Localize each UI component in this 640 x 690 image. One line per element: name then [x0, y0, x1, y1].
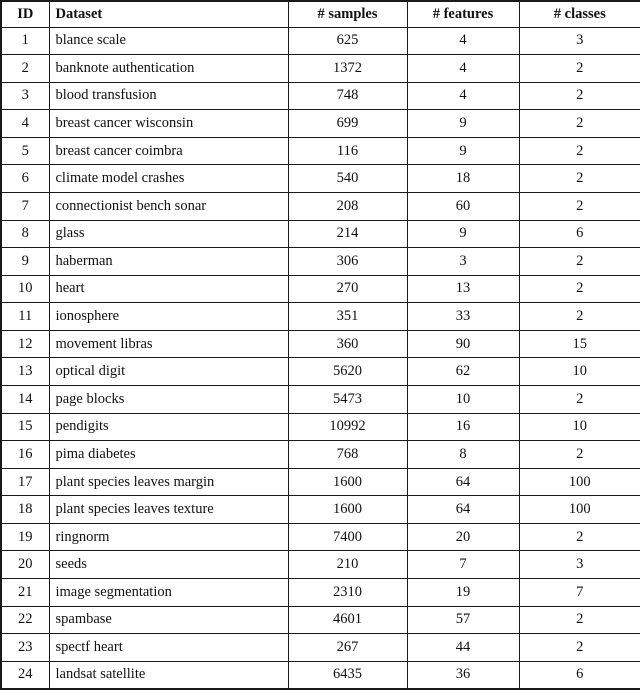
cell-id: 5 — [1, 137, 49, 165]
table-row — [1, 551, 640, 579]
cell-samples: 6435 — [288, 661, 407, 689]
cell-classes: 15 — [519, 330, 640, 358]
cell-classes: 2 — [519, 606, 640, 634]
cell-dataset: connectionist bench sonar — [49, 192, 288, 220]
cell-dataset: climate model crashes — [49, 165, 288, 193]
cell-dataset: pendigits — [49, 413, 288, 441]
cell-dataset: banknote authentication — [49, 55, 288, 83]
cell-id: 1 — [1, 27, 49, 55]
cell-id: 20 — [1, 551, 49, 579]
cell-classes: 2 — [519, 82, 640, 110]
table-row — [1, 220, 640, 248]
cell-features: 7 — [407, 551, 519, 579]
cell-samples: 270 — [288, 275, 407, 303]
cell-dataset: ionosphere — [49, 303, 288, 331]
cell-id: 10 — [1, 275, 49, 303]
cell-features: 60 — [407, 192, 519, 220]
cell-classes: 2 — [519, 55, 640, 83]
cell-classes: 10 — [519, 358, 640, 386]
cell-id: 6 — [1, 165, 49, 193]
cell-classes: 2 — [519, 386, 640, 414]
table-row — [1, 413, 640, 441]
cell-classes: 2 — [519, 275, 640, 303]
table-row — [1, 606, 640, 634]
cell-features: 4 — [407, 55, 519, 83]
cell-samples: 5620 — [288, 358, 407, 386]
cell-features: 20 — [407, 523, 519, 551]
cell-classes: 2 — [519, 523, 640, 551]
cell-samples: 1372 — [288, 55, 407, 83]
cell-id: 8 — [1, 220, 49, 248]
cell-classes: 100 — [519, 496, 640, 524]
cell-features: 64 — [407, 496, 519, 524]
cell-classes: 2 — [519, 441, 640, 469]
cell-samples: 1600 — [288, 468, 407, 496]
cell-dataset: heart — [49, 275, 288, 303]
cell-dataset: ringnorm — [49, 523, 288, 551]
table-row — [1, 358, 640, 386]
cell-id: 17 — [1, 468, 49, 496]
cell-features: 64 — [407, 468, 519, 496]
cell-features: 44 — [407, 634, 519, 662]
table-row — [1, 386, 640, 414]
table-row — [1, 137, 640, 165]
table-body — [1, 27, 640, 689]
table-row — [1, 303, 640, 331]
cell-samples: 699 — [288, 110, 407, 138]
cell-samples: 625 — [288, 27, 407, 55]
cell-samples: 1600 — [288, 496, 407, 524]
cell-id: 22 — [1, 606, 49, 634]
cell-samples: 5473 — [288, 386, 407, 414]
cell-classes: 2 — [519, 303, 640, 331]
table-row — [1, 165, 640, 193]
cell-id: 7 — [1, 192, 49, 220]
cell-features: 9 — [407, 137, 519, 165]
cell-classes: 10 — [519, 413, 640, 441]
header-classes: # classes — [519, 1, 640, 27]
header-features: # features — [407, 1, 519, 27]
cell-samples: 4601 — [288, 606, 407, 634]
cell-classes: 2 — [519, 110, 640, 138]
table-row — [1, 82, 640, 110]
cell-dataset: pima diabetes — [49, 441, 288, 469]
table-row — [1, 468, 640, 496]
cell-dataset: spambase — [49, 606, 288, 634]
cell-samples: 116 — [288, 137, 407, 165]
header-samples: # samples — [288, 1, 407, 27]
cell-samples: 768 — [288, 441, 407, 469]
cell-dataset: optical digit — [49, 358, 288, 386]
header-dataset: Dataset — [49, 1, 288, 27]
cell-samples: 748 — [288, 82, 407, 110]
cell-features: 62 — [407, 358, 519, 386]
cell-dataset: image segmentation — [49, 579, 288, 607]
cell-dataset: blood transfusion — [49, 82, 288, 110]
cell-features: 8 — [407, 441, 519, 469]
cell-features: 16 — [407, 413, 519, 441]
cell-features: 57 — [407, 606, 519, 634]
cell-features: 9 — [407, 110, 519, 138]
cell-features: 4 — [407, 27, 519, 55]
table-row — [1, 330, 640, 358]
cell-classes: 6 — [519, 220, 640, 248]
cell-id: 16 — [1, 441, 49, 469]
cell-classes: 2 — [519, 165, 640, 193]
cell-classes: 3 — [519, 551, 640, 579]
cell-id: 19 — [1, 523, 49, 551]
cell-samples: 2310 — [288, 579, 407, 607]
table-row — [1, 523, 640, 551]
cell-id: 12 — [1, 330, 49, 358]
cell-features: 10 — [407, 386, 519, 414]
table-row — [1, 275, 640, 303]
table-row — [1, 192, 640, 220]
header-id: ID — [1, 1, 49, 27]
cell-id: 14 — [1, 386, 49, 414]
cell-samples: 214 — [288, 220, 407, 248]
cell-classes: 3 — [519, 27, 640, 55]
cell-features: 90 — [407, 330, 519, 358]
cell-samples: 208 — [288, 192, 407, 220]
cell-samples: 540 — [288, 165, 407, 193]
cell-dataset: breast cancer wisconsin — [49, 110, 288, 138]
cell-classes: 6 — [519, 661, 640, 689]
table-row — [1, 634, 640, 662]
table-row — [1, 248, 640, 276]
cell-id: 13 — [1, 358, 49, 386]
cell-id: 24 — [1, 661, 49, 689]
cell-samples: 210 — [288, 551, 407, 579]
cell-samples: 351 — [288, 303, 407, 331]
cell-classes: 2 — [519, 634, 640, 662]
cell-id: 18 — [1, 496, 49, 524]
cell-id: 4 — [1, 110, 49, 138]
table-row — [1, 496, 640, 524]
cell-features: 33 — [407, 303, 519, 331]
cell-samples: 10992 — [288, 413, 407, 441]
cell-features: 13 — [407, 275, 519, 303]
cell-dataset: breast cancer coimbra — [49, 137, 288, 165]
table-row — [1, 579, 640, 607]
cell-id: 3 — [1, 82, 49, 110]
cell-features: 9 — [407, 220, 519, 248]
cell-dataset: plant species leaves margin — [49, 468, 288, 496]
cell-classes: 2 — [519, 248, 640, 276]
cell-dataset: haberman — [49, 248, 288, 276]
table-row — [1, 55, 640, 83]
cell-features: 18 — [407, 165, 519, 193]
cell-samples: 7400 — [288, 523, 407, 551]
cell-id: 11 — [1, 303, 49, 331]
table-row — [1, 661, 640, 689]
cell-dataset: movement libras — [49, 330, 288, 358]
cell-features: 36 — [407, 661, 519, 689]
cell-features: 3 — [407, 248, 519, 276]
cell-id: 21 — [1, 579, 49, 607]
cell-dataset: spectf heart — [49, 634, 288, 662]
cell-samples: 267 — [288, 634, 407, 662]
cell-classes: 2 — [519, 192, 640, 220]
cell-id: 2 — [1, 55, 49, 83]
cell-samples: 306 — [288, 248, 407, 276]
cell-classes: 7 — [519, 579, 640, 607]
cell-id: 23 — [1, 634, 49, 662]
cell-dataset: plant species leaves texture — [49, 496, 288, 524]
cell-id: 15 — [1, 413, 49, 441]
cell-id: 9 — [1, 248, 49, 276]
header-row — [1, 1, 640, 27]
cell-dataset: landsat satellite — [49, 661, 288, 689]
cell-classes: 2 — [519, 137, 640, 165]
table-row — [1, 110, 640, 138]
table-row — [1, 441, 640, 469]
cell-features: 19 — [407, 579, 519, 607]
table-row — [1, 27, 640, 55]
cell-samples: 360 — [288, 330, 407, 358]
cell-dataset: page blocks — [49, 386, 288, 414]
cell-dataset: glass — [49, 220, 288, 248]
cell-dataset: blance scale — [49, 27, 288, 55]
cell-features: 4 — [407, 82, 519, 110]
cell-dataset: seeds — [49, 551, 288, 579]
cell-classes: 100 — [519, 468, 640, 496]
